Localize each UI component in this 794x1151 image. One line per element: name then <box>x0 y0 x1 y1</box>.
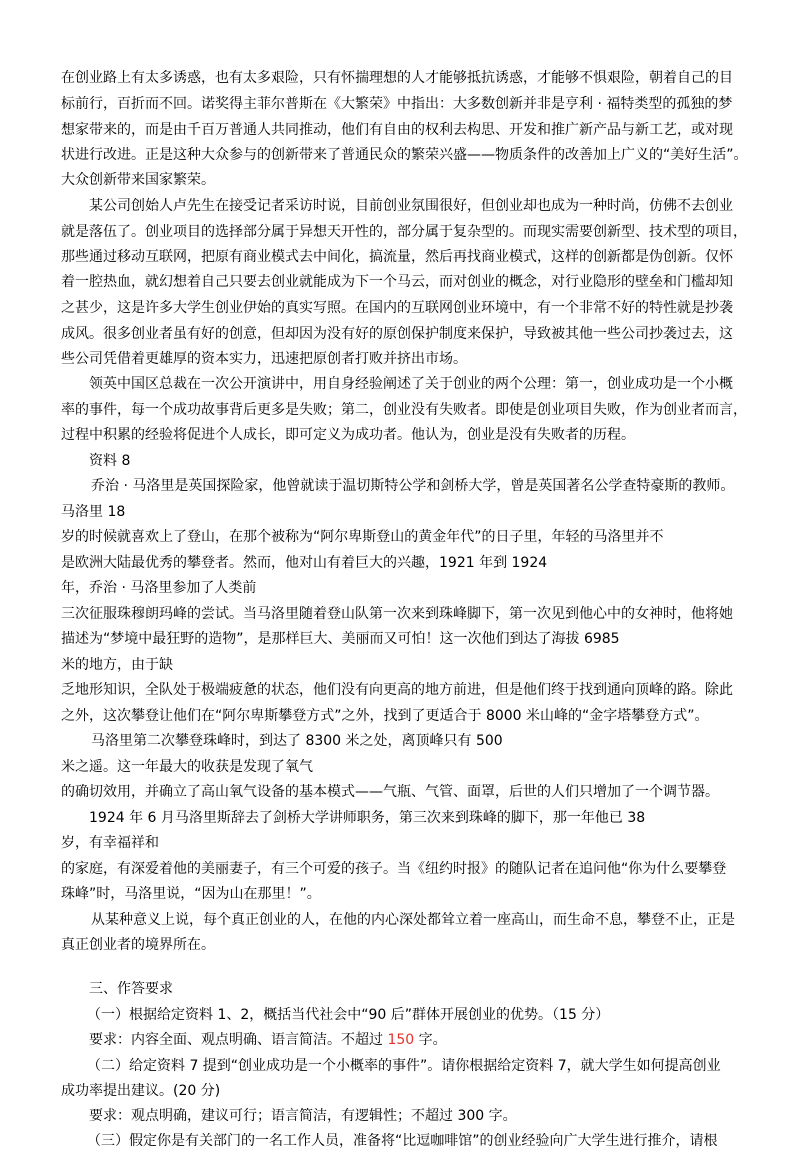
text-line: 乏地形知识，全队处于极端疲惫的状态，他们没有向更高的地方前进，但是他们终于找到通向顶峰的路。除此 <box>61 682 733 698</box>
text-line: 从某种意义上说，每个真正创业的人，在他的内心深处都耸立着一座高山，而生命不息，攀登不止，正是 <box>91 912 735 928</box>
text-line: 想家带来的，而是由千百万普通人共同推动，他们有自由的权利去构思、开发和推广新产品与新工艺，或对现 <box>61 122 733 138</box>
text-line: 三次征服珠穆朗玛峰的尝试。当马洛里随着登山队第一次来到珠峰脚下，第一次见到他心中的女神时，他将她 <box>61 606 733 622</box>
text-line: 过程中积累的经验将促进个人成长，即可定义为成功者。他认为，创业是没有失败者的历程。 <box>61 427 635 443</box>
text-line: 米的地方，由于缺 <box>61 657 173 673</box>
text-line: 乔治 · 马洛里是英国探险家，他曾就读于温切斯特公学和剑桥大学，曾是英国著名公学查特豪斯的教师。 <box>91 478 735 494</box>
text-line: 状进行改进。正是这种大众参与的创新带来了普通民众的繁荣兴盛——物质条件的改善加上广义的“美好生活”。 <box>61 147 748 163</box>
question-1: （一）根据给定资料 1、2，概括当代社会中“90 后”群体开展创业的优势。（15 分） <box>87 1007 610 1023</box>
question-2: （二）给定资料 7 提到“创业成功是一个小概率的事件”。请你根据给定资料 7，就大学生如何提高创业 <box>87 1058 721 1074</box>
text-line: 某公司创始人卢先生在接受记者采访时说，目前创业氛围很好，但创业却也成为一种时尚，仿佛不去创业 <box>89 198 733 214</box>
text-line: 米之遥。这一年最大的收获是发现了氧气 <box>61 759 313 775</box>
section-label: 资料 8 <box>89 453 131 469</box>
text-line: 年，乔治 · 马洛里参加了人类前 <box>61 580 257 596</box>
text-line: 那些通过移动互联网，把原有商业模式去中间化，搞流量，然后再找商业模式，这样的创新都是伪创新。仅怀 <box>61 249 733 265</box>
text-line: 1924 年 6 月马洛里斯辞去了剑桥大学讲师职务，第三次来到珠峰的脚下，那一年他已 38 <box>89 810 646 826</box>
text-line: 珠峰”时，马洛里说，“因为山在那里！”。 <box>61 886 321 902</box>
requirement-suffix: 字。 <box>414 1032 447 1048</box>
text-line: 之外，这次攀登让他们在“阿尔卑斯攀登方式”之外，找到了更适合于 8000 米山峰的“金字塔攀登方式”。 <box>61 708 709 724</box>
requirement-prefix: 要求：内容全面、观点明确、语言简洁。不超过 <box>89 1032 388 1048</box>
text-line: 着一腔热血，就幻想着自己只要去创业就能成为下一个马云，而对创业的概念，对行业隐形的壁垒和门槛却知 <box>61 274 733 290</box>
text-line: 描述为“梦境中最狂野的造物”，是那样巨大、美丽而又可怕！这一次他们到达了海拔 6985 <box>61 631 620 647</box>
question-2-continued: 成功率提出建议。(20 分) <box>61 1083 221 1099</box>
question-2-requirement: 要求：观点明确，建议可行；语言简洁，有逻辑性；不超过 300 字。 <box>89 1108 517 1124</box>
text-line: 标前行，百折而不回。诺奖得主菲尔普斯在《大繁荣》中指出：大多数创新并非是亨利 · 福特类型的孤独的梦 <box>61 96 733 112</box>
question-1-requirement <box>89 1030 447 1050</box>
text-line: 些公司凭借着更雄厚的资本实力，迅速把原创者打败并挤出市场。 <box>61 351 467 367</box>
requirements-heading: 三、作答要求 <box>89 981 173 997</box>
question-3: （三）假定你是有关部门的一名工作人员，准备将“比逗咖啡馆”的创业经验向广大学生进行推介，请根 <box>87 1133 718 1149</box>
text-line: 马洛里 18 <box>61 504 126 520</box>
text-line: 是欧洲大陆最优秀的攀登者。然而，他对山有着巨大的兴趣，1921 年到 1924 <box>61 555 548 571</box>
text-line: 之甚少，这是许多大学生创业伊始的真实写照。在国内的互联网创业环境中，有一个非常不好的特性就是抄袭 <box>61 300 733 316</box>
text-line: 岁，有幸福祥和 <box>61 835 159 851</box>
text-line: 就是落伍了。创业项目的选择部分属于异想天开性的，部分属于复杂型的。而现实需要创新型、技术型的项目， <box>61 224 747 240</box>
text-line: 马洛里第二次攀登珠峰时，到达了 8300 米之处，离顶峰只有 500 <box>91 733 503 749</box>
word-limit-highlight: 150 <box>387 1032 415 1048</box>
text-line: 率的事件，每一个成功故事背后更多是失败；第二，创业没有失败者。即使是创业项目失败，作为创业者而言， <box>61 402 747 418</box>
text-line: 岁的时候就喜欢上了登山，在那个被称为“阿尔卑斯登山的黄金年代”的日子里，年轻的马洛里并不 <box>61 529 664 545</box>
text-line: 领英中国区总裁在一次公开演讲中，用自身经验阐述了关于创业的两个公理：第一，创业成功是一个小概 <box>89 376 733 392</box>
text-line: 成风。很多创业者虽有好的创意，但却因为没有好的原创保护制度来保护，导致被其他一些公司抄袭过去，这 <box>61 326 733 342</box>
text-line: 大众创新带来国家繁荣。 <box>61 172 215 188</box>
text-line: 真正创业者的境界所在。 <box>61 937 215 953</box>
text-line: 的确切效用，并确立了高山氧气设备的基本模式——气瓶、气管、面罩，后世的人们只增加了一个调节器。 <box>61 784 719 800</box>
text-line: 的家庭，有深爱着他的美丽妻子，有三个可爱的孩子。当《纽约时报》的随队记者在追问他“你为什么要攀登 <box>61 861 727 877</box>
text-line: 在创业路上有太多诱惑，也有太多艰险，只有怀揣理想的人才能够抵抗诱惑，才能够不惧艰险，朝着自己的目 <box>61 70 733 86</box>
